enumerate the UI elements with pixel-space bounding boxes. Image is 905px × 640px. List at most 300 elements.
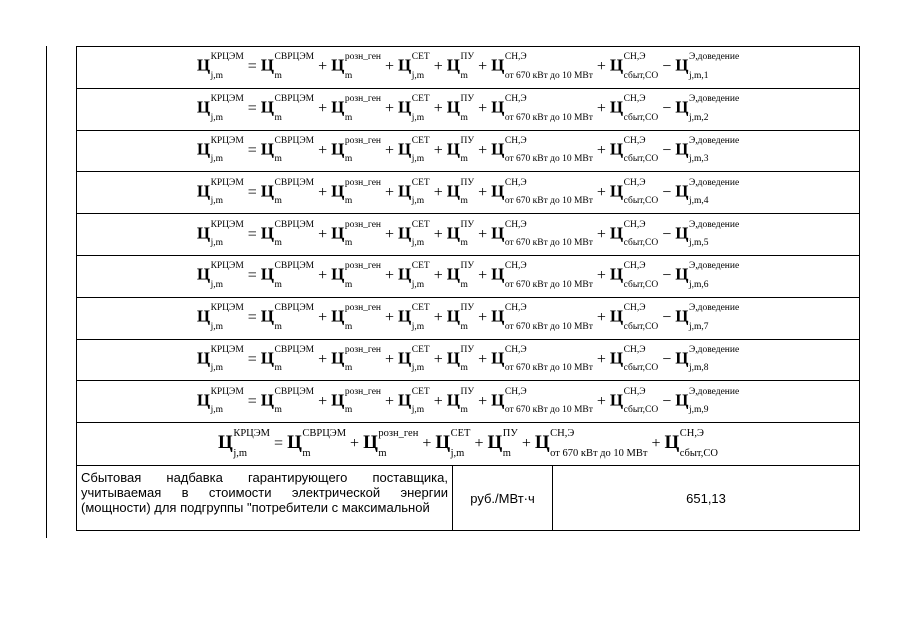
tariff-formula-table	[76, 46, 860, 531]
sup-sub	[274, 135, 315, 165]
ts-symbol: Ц	[446, 97, 460, 117]
formula-term	[435, 428, 471, 459]
formula-term	[446, 94, 475, 123]
subscript: j,m	[210, 405, 223, 416]
superscript: ПУ	[460, 177, 475, 188]
subscript: j,m	[210, 321, 223, 332]
ts-symbol: Ц	[435, 432, 450, 454]
sup-sub	[344, 261, 382, 290]
subscript: j,m,1	[688, 70, 709, 81]
ts-symbol: Ц	[609, 348, 623, 368]
formula-last-term	[675, 94, 740, 123]
formula-term	[331, 386, 382, 416]
ts-symbol: Ц	[491, 223, 504, 243]
ts-symbol: Ц	[260, 139, 274, 159]
sup-sub	[344, 344, 382, 374]
plus-sign: +	[478, 100, 488, 118]
formula-lhs	[218, 428, 271, 459]
plus-sign: +	[521, 435, 531, 453]
subscript: сбыт,СО	[623, 363, 659, 374]
subscript: j,m	[411, 321, 425, 332]
subscript: m	[344, 238, 353, 249]
formula-term	[609, 135, 659, 165]
sup-sub	[688, 94, 740, 123]
subscript: m	[344, 405, 353, 416]
sup-sub	[411, 344, 430, 374]
minus-sign: −	[662, 350, 672, 368]
sup-sub	[623, 303, 659, 332]
subscript: от 670 кВт до 10 МВт	[504, 238, 593, 249]
sup-sub	[233, 428, 271, 459]
ts-symbol: Ц	[363, 432, 378, 454]
superscript: КРЦЭМ	[210, 52, 244, 63]
sup-sub	[210, 135, 244, 165]
formula	[196, 177, 740, 207]
formula-term	[398, 177, 430, 207]
formula	[196, 386, 740, 416]
ts-symbol: Ц	[287, 432, 302, 454]
minus-sign: −	[662, 267, 672, 285]
ts-symbol: Ц	[398, 139, 411, 159]
sup-sub	[460, 94, 475, 123]
sup-sub	[210, 219, 244, 249]
subscript: j,m	[450, 447, 465, 459]
subscript: j,m	[411, 405, 425, 416]
equals-sign: =	[247, 183, 257, 201]
plus-sign: +	[318, 183, 328, 201]
formula-term	[260, 261, 315, 290]
sup-sub	[623, 219, 659, 249]
equals-sign: =	[247, 267, 257, 285]
ts-symbol: Ц	[491, 181, 504, 201]
superscript: ПУ	[460, 344, 475, 355]
subscript: j,m,3	[688, 154, 709, 165]
markup-value: 651,13	[553, 466, 860, 531]
superscript: КРЦЭМ	[210, 303, 244, 314]
formula-term	[491, 177, 593, 207]
ts-symbol: Ц	[609, 139, 623, 159]
plus-sign: +	[385, 225, 395, 243]
formula-term	[398, 303, 430, 332]
formula-cell	[77, 423, 860, 466]
subscript: m	[502, 447, 511, 459]
ts-symbol: Ц	[534, 432, 550, 454]
ts-symbol: Ц	[331, 265, 344, 285]
superscript: СЕТ	[411, 177, 430, 188]
superscript: КРЦЭМ	[210, 344, 244, 355]
ts-symbol: Ц	[196, 390, 210, 410]
subscript: от 670 кВт до 10 МВт	[550, 447, 648, 459]
sup-sub	[411, 94, 430, 123]
ts-symbol: Ц	[491, 139, 504, 159]
formula-term	[331, 177, 382, 207]
ts-symbol: Ц	[331, 181, 344, 201]
formula-row	[77, 88, 860, 130]
plus-sign: +	[318, 58, 328, 76]
superscript: розн_ген	[344, 344, 382, 355]
plus-sign: +	[596, 225, 606, 243]
ts-symbol: Ц	[260, 265, 274, 285]
sup-sub	[504, 52, 593, 81]
plus-sign: +	[318, 267, 328, 285]
plus-sign: +	[478, 141, 488, 159]
sup-sub	[460, 219, 475, 249]
subscript: j,m,2	[688, 112, 709, 123]
sup-sub	[504, 386, 593, 416]
superscript: Э,доведение	[688, 177, 740, 188]
subscript: от 670 кВт до 10 МВт	[504, 196, 593, 207]
sup-sub	[550, 428, 648, 459]
plus-sign: +	[385, 141, 395, 159]
superscript: СН,Э	[623, 135, 646, 146]
superscript: СН,Э	[504, 303, 527, 314]
sup-sub	[450, 428, 471, 459]
minus-sign: −	[662, 392, 672, 410]
superscript: СН,Э	[504, 94, 527, 105]
subscript: j,m	[210, 112, 223, 123]
sup-sub	[504, 135, 593, 165]
superscript: розн_ген	[344, 303, 382, 314]
subscript: m	[460, 196, 468, 207]
formula-last-term	[675, 261, 740, 290]
formula-term	[446, 177, 475, 207]
sup-sub	[210, 386, 244, 416]
ts-symbol: Ц	[664, 432, 679, 454]
plus-sign: +	[318, 225, 328, 243]
plus-sign: +	[433, 309, 443, 327]
formula-term	[491, 52, 593, 81]
plus-sign: +	[596, 309, 606, 327]
superscript: СВРЦЭМ	[274, 261, 315, 272]
sup-sub	[411, 177, 430, 207]
ts-symbol: Ц	[331, 348, 344, 368]
formula	[196, 94, 740, 123]
plus-sign: +	[478, 350, 488, 368]
ts-symbol: Ц	[196, 348, 210, 368]
subscript: m	[274, 238, 282, 249]
formula-last-term	[675, 52, 740, 81]
ts-symbol: Ц	[398, 348, 411, 368]
ts-symbol: Ц	[609, 223, 623, 243]
ts-symbol: Ц	[609, 265, 623, 285]
plus-sign: +	[596, 100, 606, 118]
sup-sub	[688, 219, 740, 249]
superscript: СЕТ	[450, 428, 471, 440]
formula-term	[398, 261, 430, 290]
superscript: КРЦЭМ	[210, 386, 244, 397]
superscript: СН,Э	[504, 261, 527, 272]
superscript: Э,доведение	[688, 344, 740, 355]
plus-sign: +	[478, 225, 488, 243]
subscript: j,m	[411, 363, 425, 374]
formula-term	[331, 94, 382, 123]
plus-sign: +	[350, 435, 360, 453]
sup-sub	[460, 52, 475, 81]
plus-sign: +	[385, 267, 395, 285]
formula	[196, 52, 740, 81]
sup-sub	[504, 303, 593, 332]
subscript: сбыт,СО	[623, 154, 659, 165]
sup-sub	[688, 135, 740, 165]
sup-sub	[623, 386, 659, 416]
sup-sub	[274, 177, 315, 207]
formula-lhs	[196, 177, 244, 207]
superscript: Э,доведение	[688, 135, 740, 146]
subscript: j,m,7	[688, 321, 709, 332]
sup-sub	[210, 177, 244, 207]
subscript: m	[460, 321, 468, 332]
markup-description: Сбытовая надбавка гарантирующего поставщика, учитываемая в стоимости электрической энергии (мощности) для подгруппы "потребители с максимальной	[77, 466, 453, 531]
formula-cell	[77, 47, 860, 89]
sup-sub	[688, 52, 740, 81]
formula-term	[446, 303, 475, 332]
formula-cell	[77, 255, 860, 297]
ts-symbol: Ц	[196, 139, 210, 159]
superscript: СН,Э	[504, 386, 527, 397]
formula	[218, 428, 718, 459]
markup-row	[77, 466, 860, 531]
plus-sign: +	[596, 267, 606, 285]
plus-sign: +	[478, 392, 488, 410]
formula-lhs	[196, 344, 244, 374]
sup-sub	[623, 135, 659, 165]
formula-term	[491, 344, 593, 374]
plus-sign: +	[651, 435, 661, 453]
ts-symbol: Ц	[609, 306, 623, 326]
superscript: розн_ген	[378, 428, 419, 440]
superscript: розн_ген	[344, 94, 382, 105]
subscript: от 670 кВт до 10 МВт	[504, 321, 593, 332]
sup-sub	[344, 52, 382, 81]
subscript: j,m	[210, 154, 223, 165]
subscript: j,m,4	[688, 196, 709, 207]
subscript: m	[460, 363, 468, 374]
sup-sub	[460, 344, 475, 374]
ts-symbol: Ц	[446, 390, 460, 410]
ts-symbol: Ц	[196, 306, 210, 326]
sup-sub	[688, 303, 740, 332]
superscript: СЕТ	[411, 52, 430, 63]
ts-symbol: Ц	[398, 223, 411, 243]
sup-sub	[378, 428, 419, 459]
formula-term	[398, 135, 430, 165]
sup-sub	[460, 177, 475, 207]
equals-sign: =	[247, 141, 257, 159]
formula-lhs	[196, 261, 244, 290]
sup-sub	[623, 94, 659, 123]
formula-term	[398, 344, 430, 374]
equals-sign: =	[247, 309, 257, 327]
formula-term	[398, 386, 430, 416]
ts-symbol: Ц	[491, 56, 504, 76]
minus-sign: −	[662, 141, 672, 159]
sup-sub	[623, 344, 659, 374]
ts-symbol: Ц	[260, 390, 274, 410]
equals-sign: =	[274, 435, 284, 453]
sup-sub	[504, 344, 593, 374]
plus-sign: +	[433, 392, 443, 410]
plus-sign: +	[433, 100, 443, 118]
formula-term	[609, 344, 659, 374]
subscript: m	[460, 112, 468, 123]
plus-sign: +	[385, 183, 395, 201]
formula-row	[77, 172, 860, 214]
sup-sub	[504, 261, 593, 290]
formula-term	[491, 303, 593, 332]
sup-sub	[688, 386, 740, 416]
superscript: ПУ	[460, 135, 475, 146]
formula-last-term	[675, 135, 740, 165]
formula-term	[331, 219, 382, 249]
formula-cell	[77, 172, 860, 214]
superscript: Э,доведение	[688, 386, 740, 397]
equals-sign: =	[247, 58, 257, 76]
formula-term	[487, 428, 518, 459]
formula-row-general	[77, 423, 860, 466]
plus-sign: +	[433, 225, 443, 243]
superscript: СЕТ	[411, 386, 430, 397]
formula-term	[260, 52, 315, 81]
sup-sub	[623, 52, 659, 81]
formula-term	[260, 344, 315, 374]
ts-symbol: Ц	[398, 97, 411, 117]
sup-sub	[344, 219, 382, 249]
plus-sign: +	[318, 141, 328, 159]
ts-symbol: Ц	[491, 265, 504, 285]
superscript: ПУ	[460, 303, 475, 314]
superscript: СН,Э	[623, 94, 646, 105]
superscript: СВРЦЭМ	[274, 94, 315, 105]
superscript: СН,Э	[504, 344, 527, 355]
ts-symbol: Ц	[446, 306, 460, 326]
ts-symbol: Ц	[196, 56, 210, 76]
ts-symbol: Ц	[446, 348, 460, 368]
superscript: СЕТ	[411, 94, 430, 105]
formula-term	[398, 52, 430, 81]
plus-sign: +	[478, 183, 488, 201]
subscript: m	[344, 279, 353, 290]
superscript: СВРЦЭМ	[274, 386, 315, 397]
formula	[196, 219, 740, 249]
sup-sub	[344, 386, 382, 416]
minus-sign: −	[662, 183, 672, 201]
subscript: m	[344, 112, 353, 123]
formula-term	[260, 177, 315, 207]
formula-row	[77, 47, 860, 89]
formula-term	[491, 261, 593, 290]
minus-sign: −	[662, 225, 672, 243]
subscript: j,m	[411, 70, 425, 81]
formula-last-term	[675, 386, 740, 416]
plus-sign: +	[596, 350, 606, 368]
formula-cell	[77, 88, 860, 130]
subscript: j,m	[210, 196, 223, 207]
formula-term	[491, 135, 593, 165]
ts-symbol: Ц	[491, 390, 504, 410]
ts-symbol: Ц	[331, 97, 344, 117]
superscript: ПУ	[460, 219, 475, 230]
formula-lhs	[196, 386, 244, 416]
subscript: m	[302, 447, 311, 459]
superscript: СН,Э	[623, 219, 646, 230]
formula-term	[609, 261, 659, 290]
equals-sign: =	[247, 225, 257, 243]
superscript: розн_ген	[344, 52, 382, 63]
formula-term	[446, 219, 475, 249]
sup-sub	[411, 135, 430, 165]
sup-sub	[274, 386, 315, 416]
sup-sub	[274, 261, 315, 290]
superscript: КРЦЭМ	[210, 94, 244, 105]
ts-symbol: Ц	[491, 306, 504, 326]
formula-cell	[77, 381, 860, 423]
minus-sign: −	[662, 100, 672, 118]
formula-term	[331, 52, 382, 81]
sup-sub	[411, 261, 430, 290]
ts-symbol: Ц	[196, 265, 210, 285]
ts-symbol: Ц	[260, 97, 274, 117]
plus-sign: +	[385, 350, 395, 368]
formula-term	[609, 177, 659, 207]
superscript: СН,Э	[504, 52, 527, 63]
sup-sub	[688, 177, 740, 207]
subscript: m	[460, 405, 468, 416]
plus-sign: +	[478, 267, 488, 285]
sup-sub	[460, 303, 475, 332]
formula-term	[446, 135, 475, 165]
ts-symbol: Ц	[331, 390, 344, 410]
sup-sub	[344, 94, 382, 123]
formula-row	[77, 255, 860, 297]
formula-term	[491, 219, 593, 249]
left-margin-line	[46, 46, 47, 538]
subscript: от 670 кВт до 10 МВт	[504, 405, 593, 416]
superscript: Э,доведение	[688, 52, 740, 63]
formula-last-term	[675, 219, 740, 249]
formula	[196, 135, 740, 165]
subscript: j,m	[210, 279, 223, 290]
subscript: m	[460, 154, 468, 165]
superscript: СЕТ	[411, 261, 430, 272]
formula-lhs	[196, 303, 244, 332]
ts-symbol: Ц	[398, 390, 411, 410]
minus-sign: −	[662, 58, 672, 76]
subscript: j,m	[411, 112, 425, 123]
superscript: СН,Э	[550, 428, 575, 440]
ts-symbol: Ц	[331, 139, 344, 159]
plus-sign: +	[318, 350, 328, 368]
formula-term	[331, 303, 382, 332]
superscript: СВРЦЭМ	[274, 303, 315, 314]
formula-last-term	[675, 177, 740, 207]
sup-sub	[460, 386, 475, 416]
formula-term	[287, 428, 347, 459]
superscript: СН,Э	[679, 428, 704, 440]
ts-symbol: Ц	[446, 265, 460, 285]
sup-sub	[274, 52, 315, 81]
plus-sign: +	[318, 309, 328, 327]
formula-term	[260, 386, 315, 416]
plus-sign: +	[318, 100, 328, 118]
formula-cell	[77, 339, 860, 381]
sup-sub	[688, 261, 740, 290]
formula-term	[331, 344, 382, 374]
sup-sub	[411, 386, 430, 416]
superscript: СН,Э	[504, 135, 527, 146]
formula-term	[331, 261, 382, 290]
subscript: j,m	[411, 154, 425, 165]
superscript: СЕТ	[411, 219, 430, 230]
